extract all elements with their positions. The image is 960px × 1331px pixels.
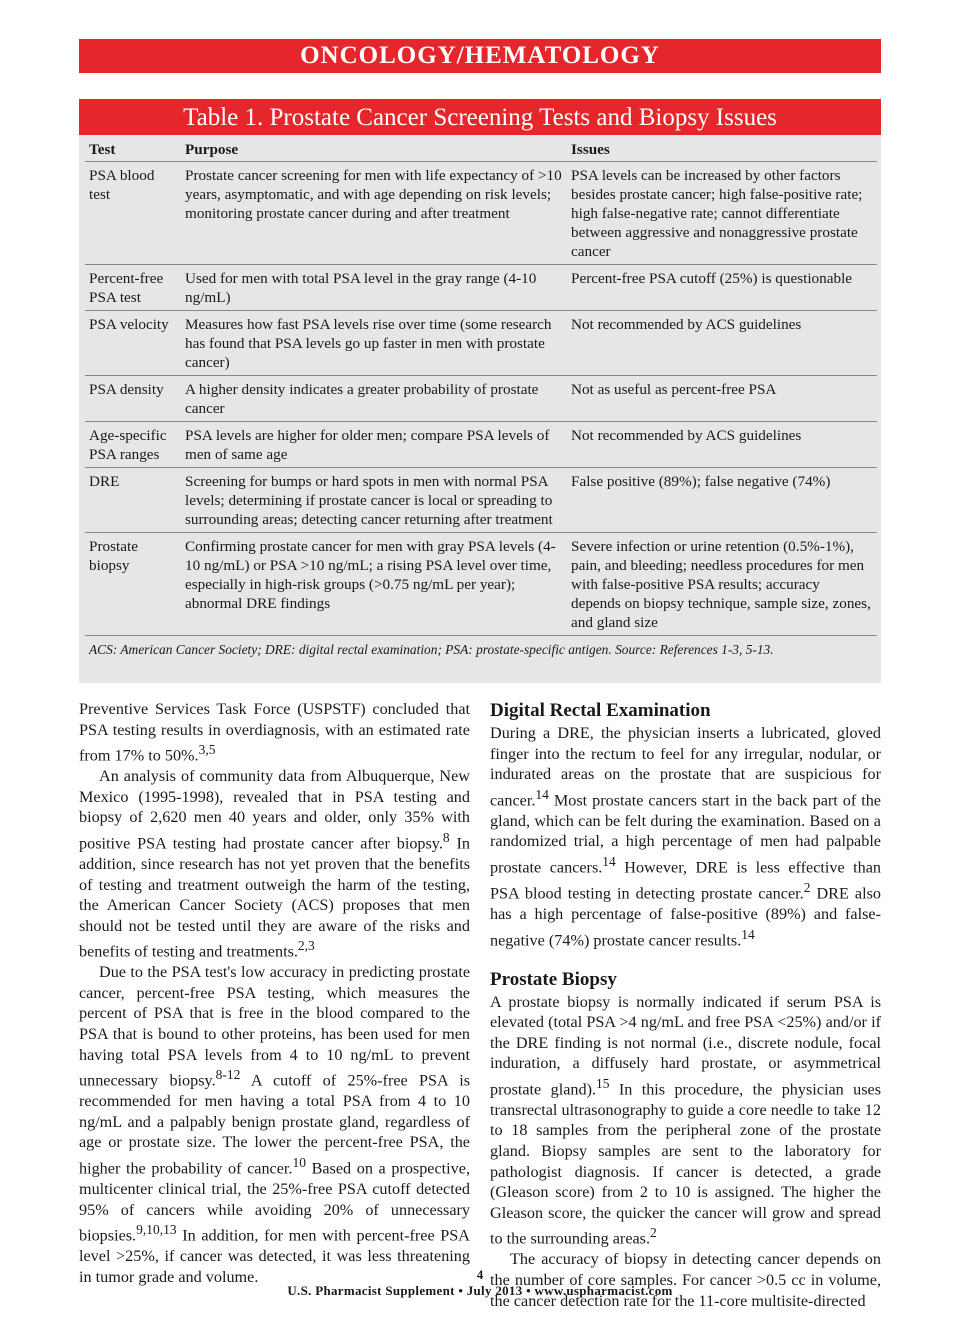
right-column — [490, 699, 881, 1311]
page-number: 4 — [476, 1267, 484, 1282]
section-heading: Digital Rectal Examination — [490, 700, 711, 721]
table-row — [85, 162, 877, 265]
reference-superscript: 2 — [803, 879, 811, 895]
cell-purpose: Used for men with total PSA level in the gray range (4-10 ng/mL) — [181, 265, 567, 311]
cell-issues: Not as useful as percent-free PSA — [567, 376, 877, 422]
cell-purpose: Confirming prostate cancer for men with gray PSA levels (4-10 ng/mL) or PSA >10 ng/mL; a rising PSA level over time, especially in high-risk groups (>0.75 ng/mL per year); abnormal DRE findings — [181, 533, 567, 636]
cell-test: PSA density — [85, 376, 181, 422]
paragraph: The accuracy of biopsy in detecting cancer depends on the number of core samples. For cancer >0.5 cc in volume, the cancer detection rate for the 11-core multisite-directed — [490, 1250, 881, 1310]
reference-superscript: 14 — [535, 786, 549, 802]
cell-test: DRE — [85, 468, 181, 533]
text: Most prostate cancers start in the back part of the gland, which can be felt during the examination. Based on a randomized trial, a high percentage of men had palpable prostate cancers. — [490, 791, 881, 877]
cell-purpose: Screening for bumps or hard spots in men with normal PSA levels; determining if prostate cancer is local or spreading to surrounding areas; detecting cancer returning after treatment — [181, 468, 567, 533]
cell-purpose: Prostate cancer screening for men with life expectancy of >10 years, asymptomatic, and with age depending on risk levels; monitoring prostate cancer during and after treatment — [181, 162, 567, 265]
reference-superscript: 3,5 — [198, 742, 216, 758]
reference-superscript: 9,10,13 — [136, 1222, 177, 1238]
table-row — [85, 265, 877, 311]
header-issues: Issues — [567, 135, 877, 162]
cell-issues: Percent-free PSA cutoff (25%) is questionable — [567, 265, 877, 311]
reference-superscript: 14 — [602, 853, 616, 869]
text: An analysis of community data from Albuquerque, New Mexico (1995-1998), revealed that in PSA testing and biopsy of 2,620 men 40 years and older, only 35% with positive PSA testing had prostate cancer after biopsy. — [79, 767, 470, 853]
cell-purpose: Measures how fast PSA levels rise over time (some research has found that PSA levels go up faster in men with prostate cancer) — [181, 311, 567, 376]
reference-superscript: 15 — [596, 1075, 610, 1091]
text: A cutoff of 25%-free PSA is recommended for men having a total PSA from 4 to 10 ng/mL and a palpably benign prostate gland, regardless of age or prostate size. The lower the percent-free PSA, the higher the probability of cancer. — [79, 1071, 470, 1178]
reference-superscript: 10 — [292, 1155, 306, 1171]
cell-test: Prostate biopsy — [85, 533, 181, 636]
page-footer: U.S. Pharmacist Supplement • July 2013 • www.uspharmacist.com — [287, 1283, 673, 1298]
text: During a DRE, the physician inserts a lubricated, gloved finger into the rectum to feel for any irregular, nodular, or indurated areas on the prostate that are suspicious for cancer. — [490, 724, 881, 810]
table-row — [85, 533, 877, 636]
table-header-row — [85, 135, 877, 162]
text: In addition, for men with percent-free PSA level >25%, if cancer was detected, it was less threatening in tumor grade and volume. — [79, 1226, 470, 1286]
text: In addition, since research has not yet proven that the benefits of testing and treatment outweigh the harm of the testing, the American Cancer Society (ACS) proposes that men should not be tested until they are aware of the risks and benefits of testing and treatments. — [79, 834, 470, 961]
reference-superscript: 2 — [650, 1225, 657, 1241]
cell-issues: Not recommended by ACS guidelines — [567, 311, 877, 376]
cell-issues: Severe infection or urine retention (0.5%-1%), pain, and bleeding; needless procedures for men with false-positive PSA results; accuracy depends on biopsy technique, sample size, zones, and gland size — [567, 533, 877, 636]
text: A prostate biopsy is normally indicated if serum PSA is elevated (total PSA >4 ng/mL and free PSA <25%) and/or if the DRE finding is not normal (i.e., discrete nodule, focal induration, a diffusely hard prostate, or asymmetrical prostate gland). — [490, 992, 881, 1099]
table-row — [85, 468, 877, 533]
text: Preventive Services Task Force (USPSTF) concluded that PSA testing results in overdiagnosis, with an estimated rate from 17% to 50%. — [79, 700, 470, 765]
table-row — [85, 422, 877, 468]
text: DRE also has a high percentage of false-positive (89%) and false-negative (74%) prostate cancer results. — [490, 884, 881, 949]
text: In this procedure, the physician uses transrectal ultrasonography to guide a core needle to take 12 to 18 samples from the peripheral zone of the prostate gland. Biopsy samples are sent to the laboratory for pathologist diagnosis. If cancer is detected, a grade (Gleason score) from 2 to 10 is assigned. The higher the Gleason score, the quicker the cancer will grow and spread to the surrounding areas. — [490, 1080, 881, 1248]
header-purpose: Purpose — [181, 135, 567, 162]
cell-issues: False positive (89%); false negative (74%) — [567, 468, 877, 533]
cell-test: PSA blood test — [85, 162, 181, 265]
cell-purpose: PSA levels are higher for older men; compare PSA levels of men of same age — [181, 422, 567, 468]
reference-superscript: 2,3 — [297, 938, 315, 954]
table-grid — [85, 135, 877, 636]
cell-issues: Not recommended by ACS guidelines — [567, 422, 877, 468]
section-heading: Prostate Biopsy — [490, 968, 617, 990]
reference-superscript: 8-12 — [215, 1067, 241, 1083]
cell-test: PSA velocity — [85, 311, 181, 376]
header-test: Test — [85, 135, 181, 162]
cell-issues: PSA levels can be increased by other factors besides prostate cancer; high false-positive rate; high false-negative rate; cannot differentiate between aggressive and nonaggressive prostate cancer — [567, 162, 877, 265]
text: Due to the PSA test's low accuracy in predicting prostate cancer, percent-free PSA testing, which measures the percent of PSA that is free in the blood compared to the PSA that is bound to other proteins, has been used for men having total PSA levels from 4 to 10 ng/mL to prevent unnecessary biopsy. — [79, 963, 470, 1090]
text: Based on a prospective, multicenter clinical trial, the 25%-free PSA cutoff detected 95% of cancers while avoiding 20% of unnecessary biopsies. — [79, 1159, 470, 1245]
table-footnote: ACS: American Cancer Society; DRE: digital rectal examination; PSA: prostate-specific antigen. Source: References 1-3, 5-13. — [89, 642, 774, 657]
text: However, DRE is less effective than PSA blood testing in detecting prostate cancer. — [490, 858, 882, 903]
paragraph — [79, 766, 470, 962]
left-column — [79, 699, 470, 1287]
cell-test: Percent-free PSA test — [85, 265, 181, 311]
screening-table — [79, 99, 881, 683]
paragraph — [79, 699, 470, 766]
table-row — [85, 376, 877, 422]
table-title: Table 1. Prostate Cancer Screening Tests and Biopsy Issues — [79, 99, 881, 135]
reference-superscript: 14 — [741, 926, 755, 942]
cell-purpose: A higher density indicates a greater probability of prostate cancer — [181, 376, 567, 422]
reference-superscript: 8 — [442, 829, 450, 845]
cell-test: Age-specific PSA ranges — [85, 422, 181, 468]
paragraph — [490, 723, 881, 951]
section-banner: ONCOLOGY/HEMATOLOGY — [79, 39, 881, 73]
paragraph — [490, 992, 881, 1250]
paragraph — [79, 962, 470, 1287]
table-row — [85, 311, 877, 376]
